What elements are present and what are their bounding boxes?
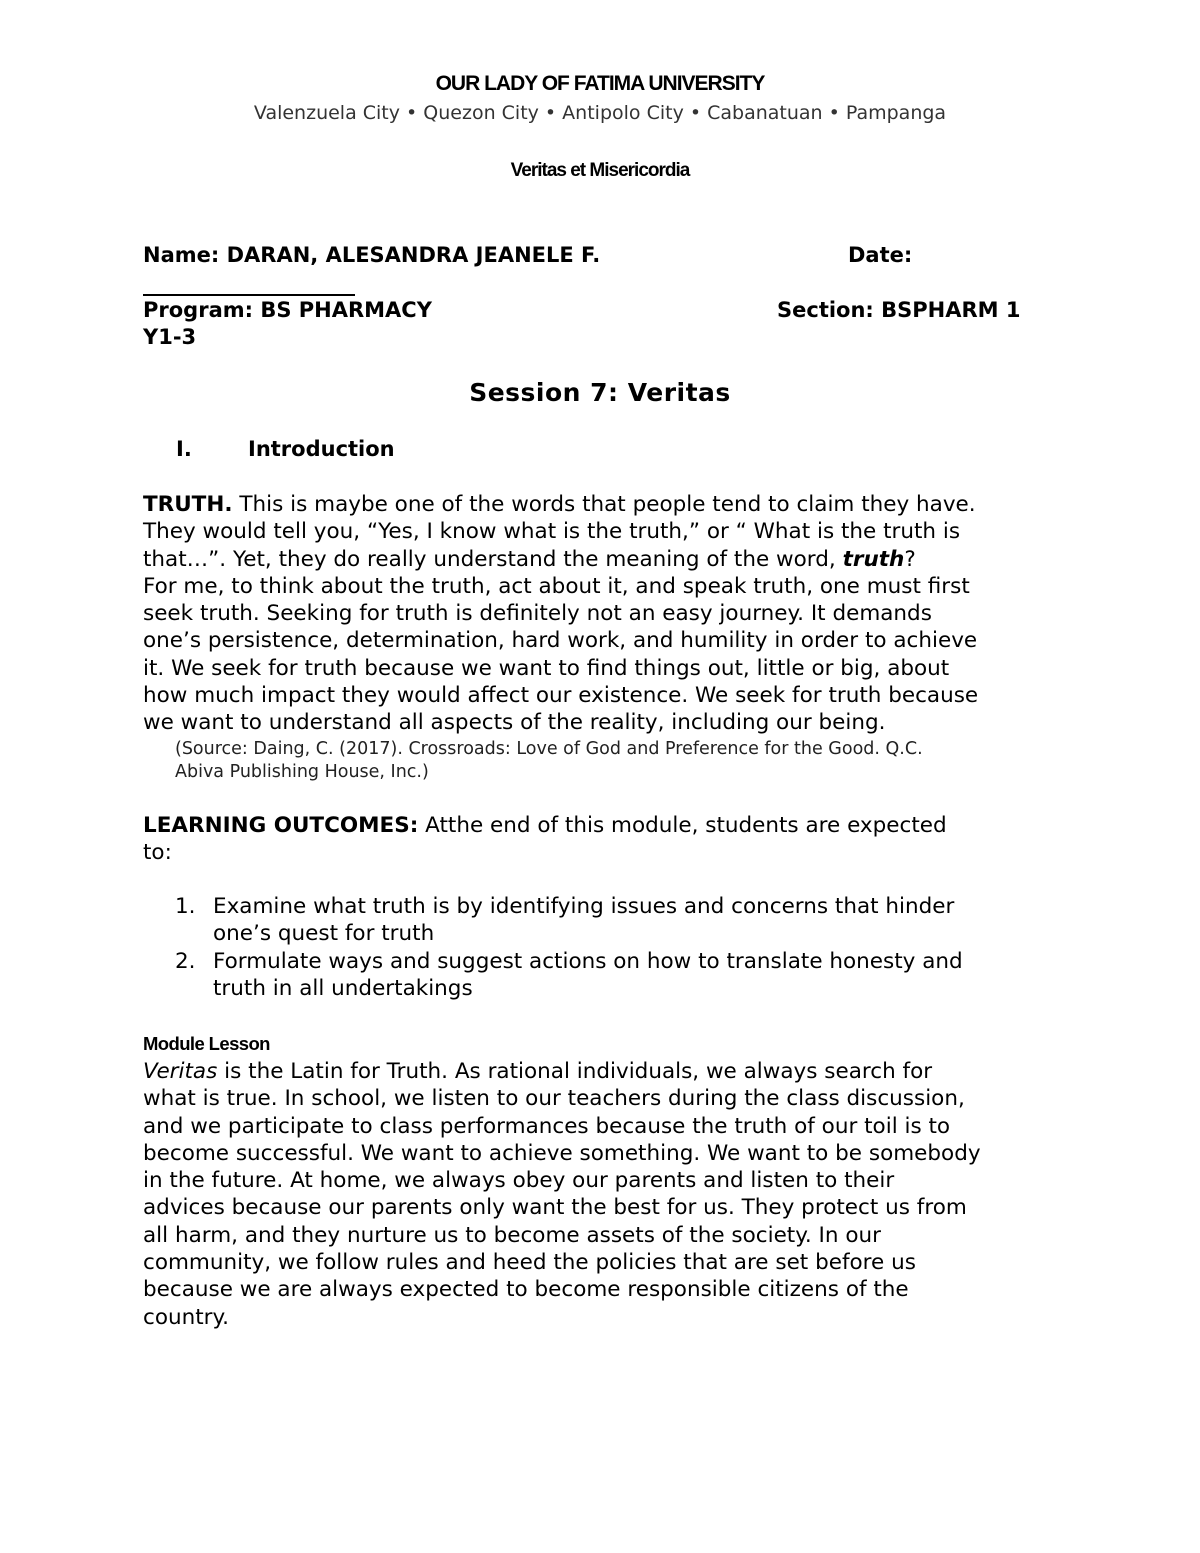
lesson-line-9: because we are always expected to become responsible citizens of the [143, 1277, 909, 1303]
section-continued: Y1-3 [143, 325, 197, 349]
program-value: BS PHARMACY [260, 298, 432, 322]
name-label: Name: [143, 243, 220, 267]
intro-line-7: it. We seek for truth because we want to find things out, little or big, about [143, 655, 950, 681]
lesson-line-10: country. [143, 1304, 229, 1330]
list-item [143, 948, 1083, 1003]
date-field [848, 243, 912, 267]
module-lesson-paragraph [143, 1058, 1083, 1331]
list-item-line: Formulate ways and suggest actions on how to translate honesty and [213, 948, 963, 974]
lesson-line-3: and we participate to class performances because the truth of our toil is to [143, 1113, 951, 1139]
university-motto: Veritas et Misericordia [510, 160, 690, 181]
intro-line-3: that…”. Yet, they do really understand the meaning of the word, truth? [143, 546, 916, 572]
list-item [143, 893, 1083, 948]
source-line-1: (Source: Daing, C. (2017). Crossroads: Love of God and Preference for the Good. Q.C. [175, 739, 923, 759]
list-item-line: one’s quest for truth [213, 921, 435, 947]
source-citation [175, 738, 1075, 784]
date-blank-line [143, 294, 355, 296]
lesson-line-1: Veritas is the Latin for Truth. As rational individuals, we always search for [143, 1059, 933, 1084]
intro-line-1: TRUTH. This is maybe one of the words that people tend to claim they have. [143, 492, 976, 517]
list-item-number: 2. [175, 948, 196, 974]
campus-list: Valenzuela City • Quezon City • Antipolo City • Cabanatuan • Pampanga [253, 102, 947, 124]
lesson-line-5: in the future. At home, we always obey our parents and listen to their [143, 1168, 895, 1194]
intro-line-5: seek truth. Seeking for truth is definitely not an easy journey. It demands [143, 601, 932, 627]
lesson-line-6: advices because our parents only want the best for us. They protect us from [143, 1195, 967, 1221]
intro-line-4: For me, to think about the truth, act about it, and speak truth, one must first [143, 573, 970, 599]
program-field [143, 298, 432, 322]
lesson-line-2: what is true. In school, we listen to our teachers during the class discussion, [143, 1086, 965, 1112]
source-line-2: Abiva Publishing House, Inc.) [175, 762, 429, 782]
list-item-line: truth in all undertakings [213, 975, 473, 1001]
session-title: Session 7: Veritas [469, 378, 731, 407]
learning-outcomes-list [143, 893, 1083, 1002]
section-field [777, 298, 1020, 322]
truth-lead: TRUTH. [143, 492, 233, 517]
university-name: OUR LADY OF FATIMA UNIVERSITY [435, 72, 765, 95]
lesson-line-7: all harm, and they nurture us to become assets of the society. In our [143, 1222, 881, 1248]
intro-line-9: we want to understand all aspects of the reality, including our being. [143, 710, 886, 736]
learning-outcomes-label: LEARNING OUTCOMES: [143, 813, 419, 838]
intro-line-8: how much impact they would affect our existence. We seek for truth because [143, 683, 979, 709]
outcomes-line-2: to: [143, 840, 172, 866]
outcomes-line-1: LEARNING OUTCOMES: Atthe end of this module, students are expected [143, 813, 947, 838]
list-item-line: Examine what truth is by identifying issues and concerns that hinder [213, 894, 955, 919]
section-value: BSPHARM 1 [881, 298, 1021, 322]
learning-outcomes-intro [143, 812, 1083, 867]
name-field [143, 243, 600, 267]
date-label: Date: [848, 243, 913, 267]
intro-paragraph [143, 491, 1083, 737]
veritas-emphasis: Veritas [143, 1059, 218, 1084]
module-lesson-heading: Module Lesson [143, 1033, 270, 1054]
section-heading: Introduction [248, 437, 395, 461]
intro-line-2: They would tell you, “Yes, I know what is the truth,” or “ What is the truth is [143, 519, 961, 545]
section-number: I. [176, 437, 192, 461]
list-item-number: 1. [175, 894, 196, 919]
section-label: Section: [777, 298, 874, 322]
truth-emphasis: truth [842, 546, 905, 572]
lesson-line-8: community, we follow rules and heed the policies that are set before us [143, 1250, 916, 1276]
lesson-line-4: become successful. We want to achieve something. We want to be somebody [143, 1140, 981, 1166]
intro-line-6: one’s persistence, determination, hard work, and humility in order to achieve [143, 628, 978, 654]
program-label: Program: [143, 298, 254, 322]
name-value: DARAN, ALESANDRA JEANELE F. [226, 243, 601, 267]
